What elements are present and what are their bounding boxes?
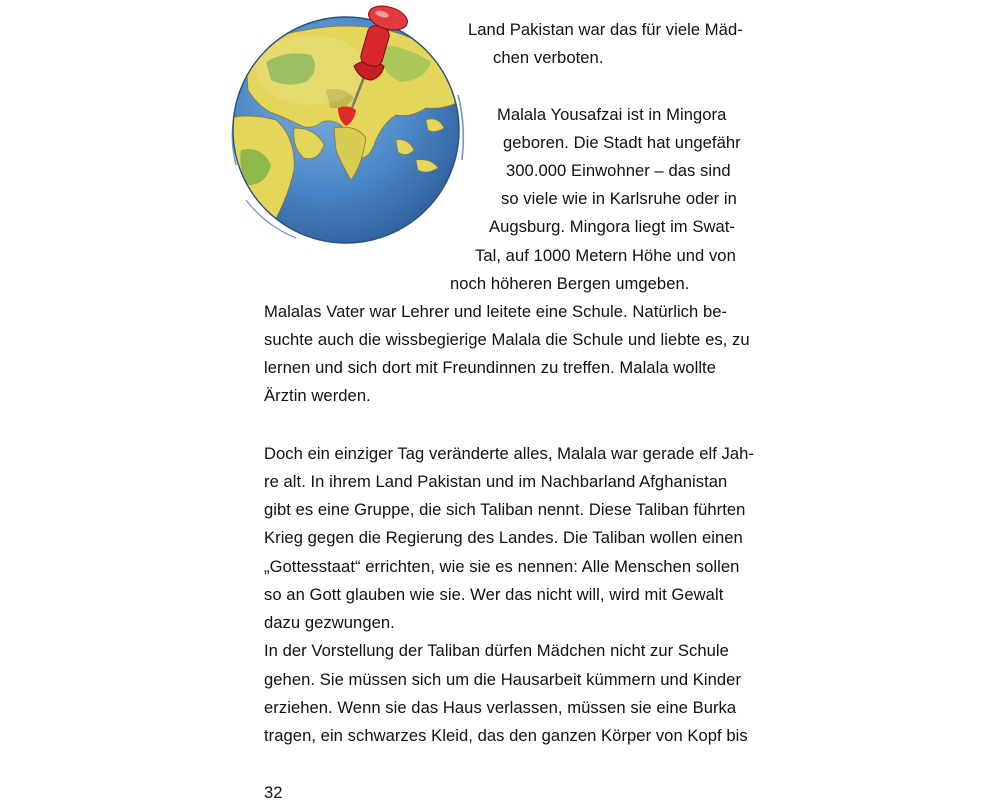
text-line: suchte auch die wissbegierige Malala die Schule und liebte es, zu bbox=[264, 330, 750, 349]
text-line: 300.000 Einwohner – das sind bbox=[506, 161, 731, 180]
page-number: 32 bbox=[264, 783, 283, 802]
text-line: Doch ein einziger Tag veränderte alles, Malala war gerade elf Jah- bbox=[264, 444, 755, 463]
text-line: Malala Yousafzai ist in Mingora bbox=[497, 105, 727, 124]
text-line: „Gottesstaat“ errichten, wie sie es nennen: Alle Menschen sollen bbox=[264, 557, 740, 576]
text-line: dazu gezwungen. bbox=[264, 613, 395, 632]
text-line: noch höheren Bergen umgeben. bbox=[450, 274, 690, 293]
text-line: geboren. Die Stadt hat ungefähr bbox=[503, 133, 741, 152]
text-line: Tal, auf 1000 Metern Höhe und von bbox=[475, 246, 736, 265]
text-line: lernen und sich dort mit Freundinnen zu treffen. Malala wollte bbox=[264, 358, 716, 377]
text-line: re alt. In ihrem Land Pakistan und im Nachbarland Afghanistan bbox=[264, 472, 728, 491]
globe-with-pushpin-icon bbox=[226, 0, 470, 248]
text-line: tragen, ein schwarzes Kleid, das den ganzen Körper von Kopf bis bbox=[264, 726, 748, 745]
text-line: Augsburg. Mingora liegt im Swat- bbox=[489, 217, 736, 236]
text-line: In der Vorstellung der Taliban dürfen Mädchen nicht zur Schule bbox=[264, 641, 729, 660]
text-line: Land Pakistan war das für viele Mäd- bbox=[468, 20, 743, 39]
text-line: so an Gott glauben wie sie. Wer das nicht will, wird mit Gewalt bbox=[264, 585, 724, 604]
text-line: Ärztin werden. bbox=[264, 386, 371, 405]
text-line: Krieg gegen die Regierung des Landes. Die Taliban wollen einen bbox=[264, 528, 743, 547]
text-line: Malalas Vater war Lehrer und leitete eine Schule. Natürlich be- bbox=[264, 302, 728, 321]
text-line: erziehen. Wenn sie das Haus verlassen, müssen sie eine Burka bbox=[264, 698, 737, 717]
text-line: gibt es eine Gruppe, die sich Taliban nennt. Diese Taliban führten bbox=[264, 500, 746, 519]
text-line: so viele wie in Karlsruhe oder in bbox=[501, 189, 737, 208]
text-line: gehen. Sie müssen sich um die Hausarbeit kümmern und Kinder bbox=[264, 670, 742, 689]
text-line: chen verboten. bbox=[493, 48, 604, 67]
